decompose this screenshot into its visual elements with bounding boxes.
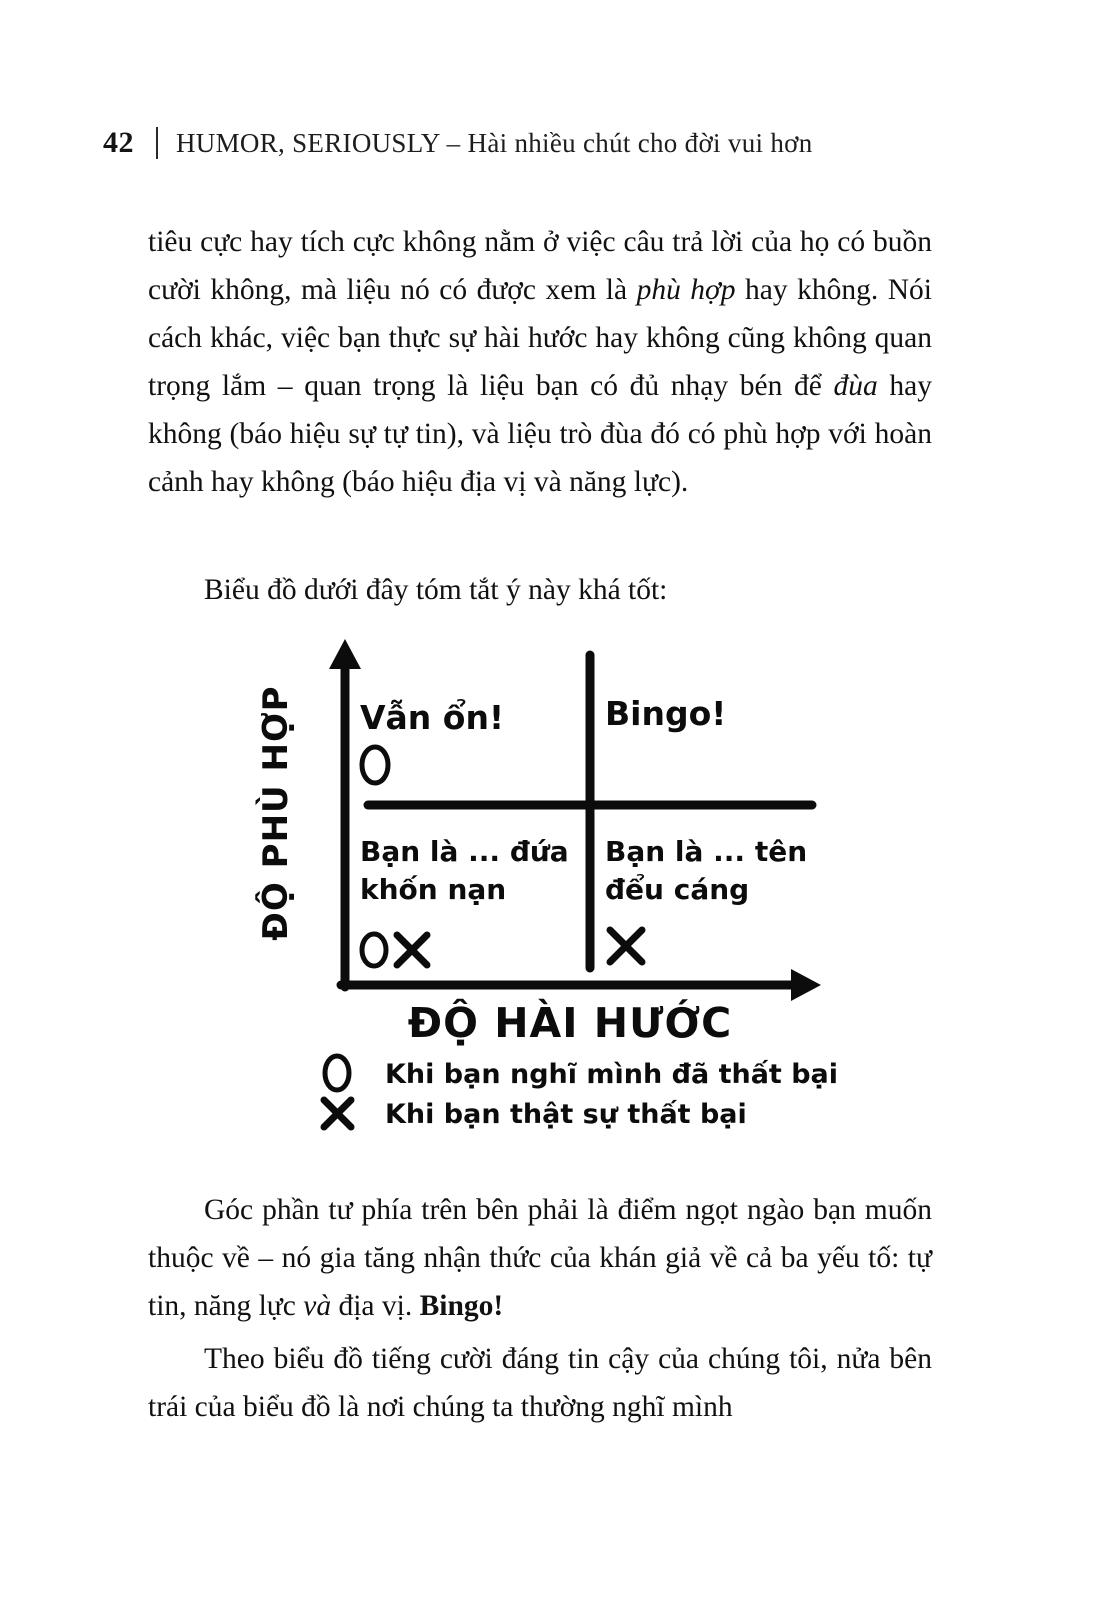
marker-o-top-left-icon: [362, 747, 388, 783]
page-number: 42: [103, 126, 134, 159]
quadrant-top-left-label: Vẫn ổn!: [360, 698, 505, 737]
quadrant-top-right-label: Bingo!: [605, 694, 727, 733]
book-title: HUMOR, SERIOUSLY – Hài nhiều chút cho đời vui hơn: [176, 127, 813, 158]
p1-text: hay không (báo hiệu sự tự tin), và liệu trò đùa đó có phù hợp với hoàn cảnh hay không (báo hiệu địa vị và năng lực).: [148, 370, 932, 498]
running-header: [103, 126, 813, 160]
y-axis-arrow-icon: [329, 639, 361, 669]
p3-text: địa vị.: [331, 1290, 420, 1322]
humor-appropriateness-chart: [225, 635, 925, 1145]
marker-x-bottom-left-icon: [397, 935, 427, 965]
chart-intro-line: Biểu đồ dưới đây tóm tắt ý này khá tốt:: [204, 574, 668, 606]
marker-x-bottom-right-icon: [610, 930, 642, 962]
p1-text: tiêu cực hay tích cực không nằm ở việc câu trả lời của họ có buồn cười không, mà liệu nó có được xem là: [148, 226, 932, 306]
legend-x-label: Khi bạn thật sự thất bại: [385, 1099, 747, 1130]
paragraph-4: Theo biểu đồ tiếng cười đáng tin cậy của chúng tôi, nửa bên trái của biểu đồ là nơi chúng ta thường nghĩ mình: [148, 1343, 932, 1423]
p3-italic-va: và: [303, 1290, 332, 1322]
chart-canvas: [225, 635, 925, 1145]
quadrant-bottom-right-label-line2: đểu cáng: [605, 873, 750, 906]
p3-bold-bingo: Bingo!: [419, 1290, 504, 1322]
legend-o-icon: [325, 1056, 349, 1090]
quadrant-bottom-left-label-line1: Bạn là ... đứa: [360, 835, 569, 868]
quadrant-bottom-left-label-line2: khốn nạn: [360, 873, 507, 906]
legend-o-label: Khi bạn nghĩ mình đã thất bại: [385, 1059, 839, 1090]
x-axis-title: ĐỘ HÀI HƯỚC: [407, 999, 733, 1047]
x-axis-arrow-icon: [791, 969, 821, 1001]
marker-o-bottom-left-icon: [362, 934, 386, 966]
header-divider: [156, 127, 158, 159]
quadrant-bottom-right-label-line1: Bạn là ... tên: [605, 835, 808, 868]
paragraph-1: [148, 218, 932, 506]
p1-italic-dua: đùa: [833, 370, 878, 402]
legend-x-icon: [324, 1100, 351, 1127]
y-axis-title: ĐỘ PHÙ HỢP: [256, 685, 296, 941]
p1-text: hay không. Nói cách khác, việc bạn thực sự hài hước hay không cũng không quan trọng lắm – quan trọng là liệu bạn có đủ nhạy bén để: [148, 274, 933, 402]
paragraph-3: [148, 1186, 932, 1330]
p3-text: Góc phần tư phía trên bên phải là điểm ngọt ngào bạn muốn thuộc về – nó gia tăng nhận thức của khán giả về cả ba yếu tố: tự tin, năng lực: [148, 1194, 932, 1322]
p1-italic-phu-hop: phù hợp: [636, 274, 736, 306]
